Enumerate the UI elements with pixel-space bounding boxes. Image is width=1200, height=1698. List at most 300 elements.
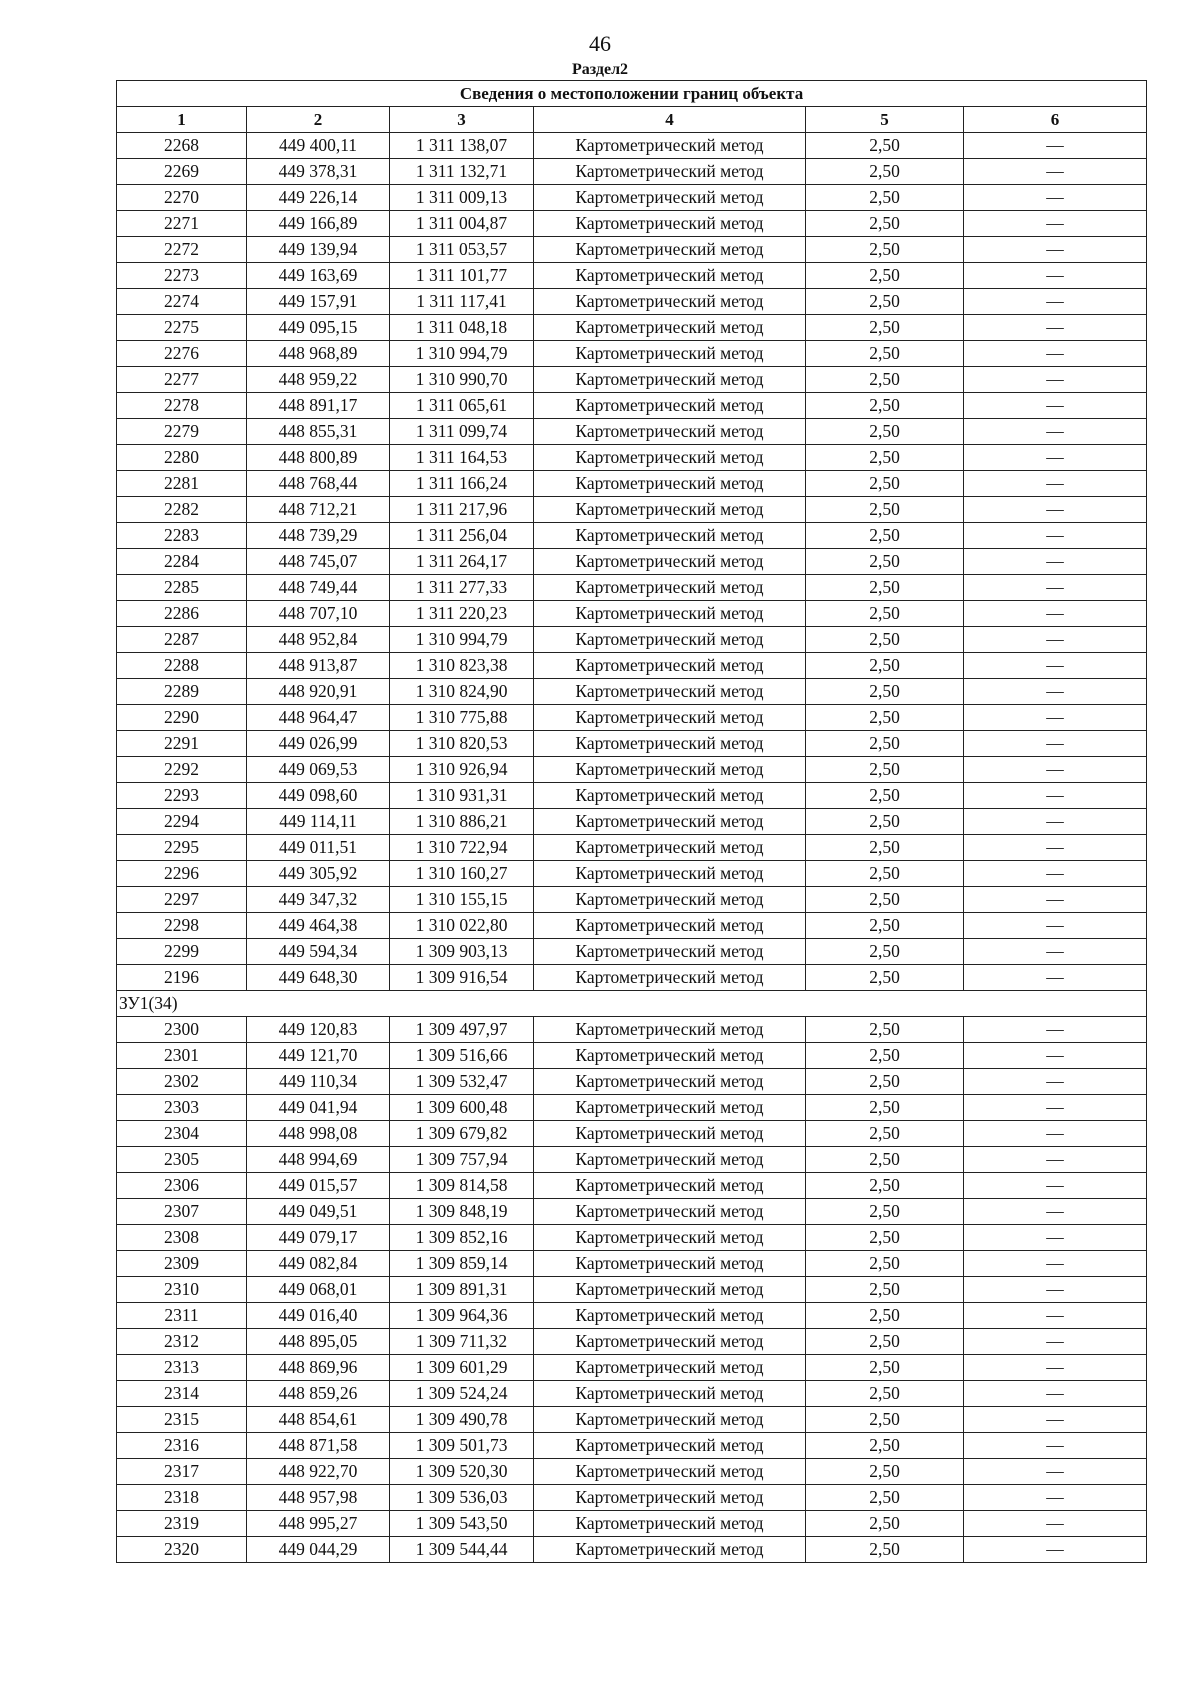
table-cell: 2,50 <box>806 1121 964 1147</box>
table-cell: 1 309 852,16 <box>390 1225 534 1251</box>
table-cell: 448 854,61 <box>247 1407 390 1433</box>
table-cell: 2278 <box>117 393 247 419</box>
table-cell: 449 121,70 <box>247 1043 390 1069</box>
table-cell: Картометрический метод <box>534 1147 806 1173</box>
table-cell: 2,50 <box>806 289 964 315</box>
table-cell: — <box>964 211 1147 237</box>
table-cell: 2313 <box>117 1355 247 1381</box>
table-cell: — <box>964 1069 1147 1095</box>
table-cell: — <box>964 341 1147 367</box>
table-row <box>117 1329 1147 1355</box>
table-cell: 2269 <box>117 159 247 185</box>
table-cell: — <box>964 497 1147 523</box>
table-cell: 1 309 490,78 <box>390 1407 534 1433</box>
group-label: ЗУ1(34) <box>117 991 1147 1017</box>
table-cell: Картометрический метод <box>534 1459 806 1485</box>
table-row <box>117 1433 1147 1459</box>
table-cell: — <box>964 575 1147 601</box>
table-row <box>117 523 1147 549</box>
table-cell: 448 922,70 <box>247 1459 390 1485</box>
table-row <box>117 705 1147 731</box>
table-cell: 2,50 <box>806 1329 964 1355</box>
table-row <box>117 601 1147 627</box>
table-cell: 1 309 543,50 <box>390 1511 534 1537</box>
table-cell: 449 026,99 <box>247 731 390 757</box>
table-row <box>117 731 1147 757</box>
table-cell: 2,50 <box>806 1069 964 1095</box>
table-cell: 2,50 <box>806 185 964 211</box>
table-row <box>117 575 1147 601</box>
table-cell: 2,50 <box>806 367 964 393</box>
table-cell: Картометрический метод <box>534 861 806 887</box>
table-cell: 1 310 160,27 <box>390 861 534 887</box>
table-cell: 2,50 <box>806 757 964 783</box>
table-row <box>117 913 1147 939</box>
table-row <box>117 497 1147 523</box>
table-cell: Картометрический метод <box>534 1069 806 1095</box>
table-cell: — <box>964 393 1147 419</box>
table-cell: — <box>964 263 1147 289</box>
table-cell: 1 311 138,07 <box>390 133 534 159</box>
table-cell: 2307 <box>117 1199 247 1225</box>
table-row <box>117 1173 1147 1199</box>
table-cell: — <box>964 1537 1147 1563</box>
table-cell: 449 015,57 <box>247 1173 390 1199</box>
table-cell: 2,50 <box>806 211 964 237</box>
table-row <box>117 809 1147 835</box>
table-cell: — <box>964 471 1147 497</box>
table-cell: 449 049,51 <box>247 1199 390 1225</box>
table-cell: 448 745,07 <box>247 549 390 575</box>
table-cell: 1 309 516,66 <box>390 1043 534 1069</box>
table-row <box>117 939 1147 965</box>
table-cell: Картометрический метод <box>534 289 806 315</box>
table-cell: 2308 <box>117 1225 247 1251</box>
table-cell: 2295 <box>117 835 247 861</box>
table-row <box>117 1251 1147 1277</box>
table-cell: 2,50 <box>806 523 964 549</box>
table-cell: 1 309 601,29 <box>390 1355 534 1381</box>
table-cell: Картометрический метод <box>534 1121 806 1147</box>
table-cell: Картометрический метод <box>534 1511 806 1537</box>
table-cell: 2287 <box>117 627 247 653</box>
table-row <box>117 471 1147 497</box>
table-cell: 1 309 891,31 <box>390 1277 534 1303</box>
table-cell: Картометрический метод <box>534 653 806 679</box>
table-cell: Картометрический метод <box>534 315 806 341</box>
table-cell: 2280 <box>117 445 247 471</box>
table-cell: Картометрический метод <box>534 1043 806 1069</box>
table-row <box>117 393 1147 419</box>
table-cell: 1 309 600,48 <box>390 1095 534 1121</box>
table-cell: 1 309 536,03 <box>390 1485 534 1511</box>
table-row <box>117 211 1147 237</box>
table-cell: 1 309 501,73 <box>390 1433 534 1459</box>
table-cell: 2,50 <box>806 913 964 939</box>
table-cell: 2301 <box>117 1043 247 1069</box>
table-cell: Картометрический метод <box>534 965 806 991</box>
table-cell: — <box>964 419 1147 445</box>
table-cell: — <box>964 783 1147 809</box>
table-cell: 449 041,94 <box>247 1095 390 1121</box>
table-cell: Картометрический метод <box>534 679 806 705</box>
table-cell: 2293 <box>117 783 247 809</box>
table-cell: Картометрический метод <box>534 1355 806 1381</box>
table-cell: 2294 <box>117 809 247 835</box>
table-cell: 2291 <box>117 731 247 757</box>
table-cell: 449 157,91 <box>247 289 390 315</box>
table-cell: Картометрический метод <box>534 549 806 575</box>
table-cell: 2,50 <box>806 1303 964 1329</box>
table-cell: — <box>964 705 1147 731</box>
table-row <box>117 1225 1147 1251</box>
table-cell: 2275 <box>117 315 247 341</box>
table-cell: 1 310 994,79 <box>390 341 534 367</box>
table-cell: 2,50 <box>806 1017 964 1043</box>
table-cell: 448 739,29 <box>247 523 390 549</box>
table-cell: 449 069,53 <box>247 757 390 783</box>
table-cell: 2,50 <box>806 471 964 497</box>
table-cell: Картометрический метод <box>534 887 806 913</box>
column-header: 2 <box>247 107 390 133</box>
table-row <box>117 627 1147 653</box>
table-row <box>117 185 1147 211</box>
table-cell: Картометрический метод <box>534 1225 806 1251</box>
table-cell: 2302 <box>117 1069 247 1095</box>
table-cell: Картометрический метод <box>534 705 806 731</box>
table-cell: — <box>964 1511 1147 1537</box>
table-cell: 2281 <box>117 471 247 497</box>
table-cell: 449 110,34 <box>247 1069 390 1095</box>
table-cell: 2,50 <box>806 133 964 159</box>
table-cell: 448 995,27 <box>247 1511 390 1537</box>
table-cell: — <box>964 1485 1147 1511</box>
table-cell: 448 998,08 <box>247 1121 390 1147</box>
table-cell: 448 959,22 <box>247 367 390 393</box>
table-cell: 2320 <box>117 1537 247 1563</box>
table-cell: 1 311 217,96 <box>390 497 534 523</box>
group-row <box>117 991 1147 1017</box>
table-row <box>117 861 1147 887</box>
table-cell: — <box>964 887 1147 913</box>
table-cell: Картометрический метод <box>534 133 806 159</box>
table-cell: 449 044,29 <box>247 1537 390 1563</box>
table-row <box>117 757 1147 783</box>
table-cell: 448 871,58 <box>247 1433 390 1459</box>
table-cell: 1 311 117,41 <box>390 289 534 315</box>
table-cell: 2,50 <box>806 939 964 965</box>
table-cell: 2,50 <box>806 575 964 601</box>
table-row <box>117 1043 1147 1069</box>
table-cell: Картометрический метод <box>534 1251 806 1277</box>
table-cell: 448 920,91 <box>247 679 390 705</box>
table-cell: — <box>964 367 1147 393</box>
table-cell: 1 309 497,97 <box>390 1017 534 1043</box>
table-cell: 448 768,44 <box>247 471 390 497</box>
table-cell: 449 347,32 <box>247 887 390 913</box>
table-cell: 448 913,87 <box>247 653 390 679</box>
table-cell: Картометрический метод <box>534 523 806 549</box>
table-row <box>117 289 1147 315</box>
table-row <box>117 783 1147 809</box>
table-cell: 1 310 722,94 <box>390 835 534 861</box>
table-cell: 2,50 <box>806 1485 964 1511</box>
table-cell: 1 310 886,21 <box>390 809 534 835</box>
table-cell: 2,50 <box>806 1277 964 1303</box>
table-cell: — <box>964 1355 1147 1381</box>
table-cell: 1 310 155,15 <box>390 887 534 913</box>
table-cell: 2276 <box>117 341 247 367</box>
table-cell: 2,50 <box>806 419 964 445</box>
table-cell: 1 309 524,24 <box>390 1381 534 1407</box>
table-row <box>117 679 1147 705</box>
table-cell: 2316 <box>117 1433 247 1459</box>
table-cell: 1 309 848,19 <box>390 1199 534 1225</box>
table-row <box>117 549 1147 575</box>
table-cell: 449 095,15 <box>247 315 390 341</box>
table-cell: 2284 <box>117 549 247 575</box>
table-cell: — <box>964 731 1147 757</box>
table-cell: 1 309 532,47 <box>390 1069 534 1095</box>
table-cell: Картометрический метод <box>534 1381 806 1407</box>
table-cell: 2299 <box>117 939 247 965</box>
table-cell: 449 166,89 <box>247 211 390 237</box>
table-cell: 1 310 022,80 <box>390 913 534 939</box>
table-cell: 2311 <box>117 1303 247 1329</box>
table-cell: Картометрический метод <box>534 1537 806 1563</box>
column-header: 4 <box>534 107 806 133</box>
table-cell: 2,50 <box>806 315 964 341</box>
table-cell: — <box>964 1121 1147 1147</box>
table-cell: 2290 <box>117 705 247 731</box>
table-cell: 2,50 <box>806 705 964 731</box>
table-row <box>117 445 1147 471</box>
table-cell: — <box>964 315 1147 341</box>
table-cell: Картометрический метод <box>534 445 806 471</box>
table-cell: 2274 <box>117 289 247 315</box>
table-cell: — <box>964 939 1147 965</box>
table-cell: — <box>964 523 1147 549</box>
table-cell: 449 114,11 <box>247 809 390 835</box>
table-cell: 2309 <box>117 1251 247 1277</box>
table-row <box>117 1537 1147 1563</box>
table-cell: — <box>964 1459 1147 1485</box>
table-row <box>117 1121 1147 1147</box>
table-cell: — <box>964 1173 1147 1199</box>
table-cell: 449 016,40 <box>247 1303 390 1329</box>
table-cell: 1 311 004,87 <box>390 211 534 237</box>
table-cell: — <box>964 965 1147 991</box>
table-cell: 449 305,92 <box>247 861 390 887</box>
table-row <box>117 133 1147 159</box>
table-cell: 2296 <box>117 861 247 887</box>
table-cell: 2286 <box>117 601 247 627</box>
table-cell: — <box>964 653 1147 679</box>
page-number: 46 <box>589 31 611 56</box>
table-cell: 2318 <box>117 1485 247 1511</box>
table-cell: 2,50 <box>806 549 964 575</box>
table-row <box>117 1095 1147 1121</box>
table-row <box>117 1017 1147 1043</box>
table-cell: 449 163,69 <box>247 263 390 289</box>
table-cell: 448 957,98 <box>247 1485 390 1511</box>
table-row <box>117 965 1147 991</box>
table-caption-row <box>117 81 1147 107</box>
table-cell: 448 855,31 <box>247 419 390 445</box>
table-cell: 2272 <box>117 237 247 263</box>
table-cell: — <box>964 861 1147 887</box>
table-cell: 2,50 <box>806 601 964 627</box>
table-cell: 1 309 757,94 <box>390 1147 534 1173</box>
table-cell: 2297 <box>117 887 247 913</box>
table-cell: 2,50 <box>806 1459 964 1485</box>
table-cell: — <box>964 1199 1147 1225</box>
table-cell: 2282 <box>117 497 247 523</box>
table-header-row <box>117 107 1147 133</box>
table-row <box>117 1147 1147 1173</box>
table-cell: 2298 <box>117 913 247 939</box>
table-cell: 1 311 220,23 <box>390 601 534 627</box>
table-cell: Картометрический метод <box>534 1303 806 1329</box>
table-row <box>117 1407 1147 1433</box>
table-cell: Картометрический метод <box>534 1277 806 1303</box>
table-cell: Картометрический метод <box>534 367 806 393</box>
table-cell: 449 594,34 <box>247 939 390 965</box>
table-cell: 1 309 964,36 <box>390 1303 534 1329</box>
table-cell: 1 309 903,13 <box>390 939 534 965</box>
table-cell: 1 310 775,88 <box>390 705 534 731</box>
table-cell: 2196 <box>117 965 247 991</box>
table-cell: — <box>964 133 1147 159</box>
table-cell: Картометрический метод <box>534 627 806 653</box>
table-cell: 2,50 <box>806 445 964 471</box>
table-cell: — <box>964 237 1147 263</box>
table-cell: 449 139,94 <box>247 237 390 263</box>
table-cell: 2,50 <box>806 1381 964 1407</box>
table-cell: Картометрический метод <box>534 1095 806 1121</box>
table-cell: — <box>964 835 1147 861</box>
table-cell: — <box>964 809 1147 835</box>
table-cell: 2304 <box>117 1121 247 1147</box>
table-cell: Картометрический метод <box>534 809 806 835</box>
table-cell: 1 309 859,14 <box>390 1251 534 1277</box>
table-cell: 2314 <box>117 1381 247 1407</box>
table-cell: 2,50 <box>806 1173 964 1199</box>
table-cell: 448 869,96 <box>247 1355 390 1381</box>
table-cell: 1 311 065,61 <box>390 393 534 419</box>
table-row <box>117 653 1147 679</box>
table-cell: 448 859,26 <box>247 1381 390 1407</box>
table-cell: Картометрический метод <box>534 783 806 809</box>
table-cell: 2285 <box>117 575 247 601</box>
table-cell: 2,50 <box>806 679 964 705</box>
table-cell: Картометрический метод <box>534 601 806 627</box>
table-cell: — <box>964 1303 1147 1329</box>
table-cell: Картометрический метод <box>534 419 806 445</box>
table-cell: 2,50 <box>806 341 964 367</box>
table-cell: 2292 <box>117 757 247 783</box>
table-cell: — <box>964 445 1147 471</box>
table-cell: 449 378,31 <box>247 159 390 185</box>
table-cell: Картометрический метод <box>534 393 806 419</box>
table-cell: — <box>964 1407 1147 1433</box>
table-cell: 2,50 <box>806 1043 964 1069</box>
table-cell: — <box>964 1381 1147 1407</box>
table-cell: — <box>964 185 1147 211</box>
table-row <box>117 419 1147 445</box>
table-cell: 2277 <box>117 367 247 393</box>
table-cell: 2,50 <box>806 653 964 679</box>
boundary-coordinates-table <box>116 80 1147 1563</box>
table-cell: 1 310 823,38 <box>390 653 534 679</box>
table-row <box>117 237 1147 263</box>
table-cell: Картометрический метод <box>534 159 806 185</box>
table-cell: 2,50 <box>806 887 964 913</box>
table-cell: 448 994,69 <box>247 1147 390 1173</box>
table-cell: 2,50 <box>806 783 964 809</box>
table-row <box>117 1459 1147 1485</box>
table-cell: — <box>964 1433 1147 1459</box>
table-cell: Картометрический метод <box>534 1199 806 1225</box>
table-cell: 2,50 <box>806 965 964 991</box>
table-cell: 448 749,44 <box>247 575 390 601</box>
table-cell: — <box>964 1017 1147 1043</box>
table-cell: 1 311 256,04 <box>390 523 534 549</box>
table-cell: 2,50 <box>806 809 964 835</box>
table-cell: Картометрический метод <box>534 1485 806 1511</box>
table-row <box>117 315 1147 341</box>
table-cell: — <box>964 627 1147 653</box>
table-cell: 2,50 <box>806 1147 964 1173</box>
table-cell: 1 311 264,17 <box>390 549 534 575</box>
column-header: 1 <box>117 107 247 133</box>
table-cell: — <box>964 679 1147 705</box>
table-cell: Картометрический метод <box>534 835 806 861</box>
table-cell: 1 310 994,79 <box>390 627 534 653</box>
table-cell: — <box>964 601 1147 627</box>
table-cell: 2310 <box>117 1277 247 1303</box>
table-cell: 1 310 990,70 <box>390 367 534 393</box>
table-cell: 2319 <box>117 1511 247 1537</box>
table-cell: 1 311 277,33 <box>390 575 534 601</box>
table-cell: 2283 <box>117 523 247 549</box>
table-row <box>117 263 1147 289</box>
table-cell: 2,50 <box>806 263 964 289</box>
table-cell: Картометрический метод <box>534 1407 806 1433</box>
table-cell: — <box>964 1329 1147 1355</box>
table-cell: 1 311 048,18 <box>390 315 534 341</box>
table-row <box>117 367 1147 393</box>
table-row <box>117 835 1147 861</box>
table-cell: — <box>964 1251 1147 1277</box>
table-cell: — <box>964 549 1147 575</box>
table-cell: 449 648,30 <box>247 965 390 991</box>
table-cell: 1 311 166,24 <box>390 471 534 497</box>
table-cell: 1 309 916,54 <box>390 965 534 991</box>
table-cell: Картометрический метод <box>534 1433 806 1459</box>
table-cell: — <box>964 159 1147 185</box>
table-cell: 1 310 820,53 <box>390 731 534 757</box>
table-cell: Картометрический метод <box>534 471 806 497</box>
table-cell: 1 311 101,77 <box>390 263 534 289</box>
table-cell: 2,50 <box>806 1537 964 1563</box>
table-cell: Картометрический метод <box>534 1329 806 1355</box>
column-header: 5 <box>806 107 964 133</box>
table-cell: 1 311 099,74 <box>390 419 534 445</box>
table-cell: Картометрический метод <box>534 263 806 289</box>
table-cell: 1 309 520,30 <box>390 1459 534 1485</box>
table-cell: 2317 <box>117 1459 247 1485</box>
